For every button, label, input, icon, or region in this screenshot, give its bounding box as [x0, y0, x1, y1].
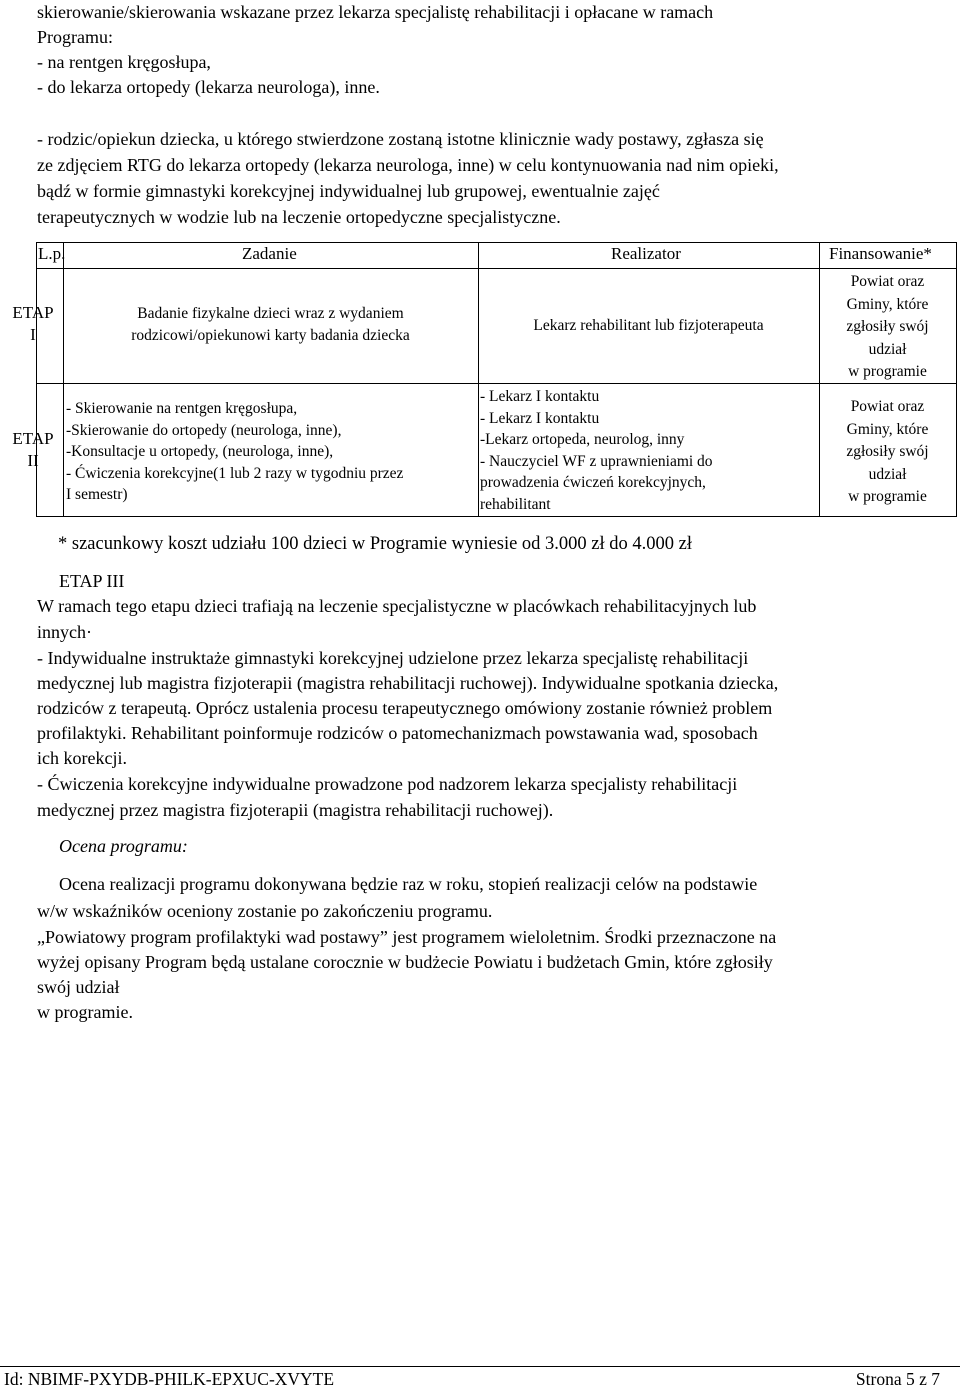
evaluation-line: Ocena realizacji programu dokonywana będzie raz w roku, stopień realizacji celów na podstawie: [59, 874, 758, 894]
realizer-cell: Lekarz rehabilitant lub fizjoterapeuta: [533, 317, 764, 334]
intro-line: skierowanie/skierowania wskazane przez lekarza specjalistę rehabilitacji i opłacane w ramach: [37, 2, 714, 22]
etap3-line: - Indywidualne instruktaże gimnastyki korekcyjnej udzielone przez lekarza specjalistę rehabilitacji: [37, 648, 749, 668]
evaluation-line: wyżej opisany Program będą ustalane corocznie w budżecie Powiatu i budżetach Gmin, które zgłosiły: [37, 952, 773, 972]
program-table: [12, 242, 957, 517]
etap3-line: - Ćwiczenia korekcyjne indywidualne prowadzone pod nadzorem lekarza specjalisty rehabilitacji: [37, 774, 738, 794]
task-cell: Badanie fizykalne dzieci wraz z wydaniem rodzicowi/opiekunowi karty badania dziecka: [131, 305, 410, 344]
evaluation-line: „Powiatowy program profilaktyki wad postawy” jest programem wieloletnim. Środki przeznaczone na: [37, 927, 777, 947]
etap-cell: ETAP II: [12, 429, 54, 470]
paragraph-line: bądź w formie gimnastyki korekcyjnej indywidualnej lub grupowej, ewentualnie zajęć: [37, 181, 660, 201]
etap3-line: rodziców z terapeutą. Oprócz ustalenia procesu terapeutycznego omówiony zostanie również problem: [37, 698, 773, 718]
evaluation-line: w/w wskaźników oceniony zostanie po zakończeniu programu.: [37, 901, 493, 921]
etap3-line: innych·: [37, 622, 92, 642]
footer-doc-id: Id: NBIMF-PXYDB-PHILK-EPXUC-XVYTE: [4, 1369, 335, 1389]
intro-line: Programu:: [37, 27, 113, 47]
footer-page-number: Strona 5 z 7: [855, 1369, 940, 1389]
etap3-line: profilaktyki. Rehabilitant poinformuje rodziców o patomechanizmach powstawania wad, sposobach: [37, 723, 758, 743]
funding-cell: Powiat oraz Gminy, które zgłosiły swój udział w programie: [846, 273, 929, 380]
evaluation-line: w programie.: [37, 1002, 133, 1022]
etap3-line: W ramach tego etapu dzieci trafiają na leczenie specjalistyczne w placówkach rehabilitacyjnych lub: [37, 596, 757, 616]
etap3-line: medycznej przez magistra fizjoterapii (magistra rehabilitacji ruchowej).: [37, 800, 554, 820]
evaluation-line: swój udział: [37, 977, 120, 997]
header-task: Zadanie: [242, 244, 297, 263]
etap3-line: ich korekcji.: [37, 748, 127, 768]
task-cell: - Skierowanie na rentgen kręgosłupa, -Skierowanie do ortopedy (neurologa, inne), -Konsultacje u ortopedy, (neurologa, inne), - Ćwiczenia korekcyjne(1 lub 2 razy w tygodniu przez I semestr): [66, 400, 404, 503]
intro-line: - do lekarza ortopedy (lekarza neurologa), inne.: [37, 77, 380, 97]
etap-cell: ETAP I: [12, 303, 54, 344]
paragraph-line: ze zdjęciem RTG do lekarza ortopedy (lekarza neurologa, inne) w celu kontynuowania nad nim opieki,: [37, 155, 779, 175]
header-lp: L.p.: [38, 244, 66, 263]
funding-cell: Powiat oraz Gminy, które zgłosiły swój udział w programie: [846, 398, 929, 505]
section-heading: Ocena programu:: [59, 836, 188, 856]
cost-note: * szacunkowy koszt udziału 100 dzieci w Programie wyniesie od 3.000 zł do 4.000 zł: [58, 534, 692, 554]
paragraph-line: - rodzic/opiekun dziecka, u którego stwierdzone zostaną istotne klinicznie wady postawy, zgłasza się: [37, 129, 764, 149]
realizer-cell: - Lekarz I kontaktu - Lekarz I kontaktu -Lekarz ortopeda, neurolog, inny - Nauczyciel WF z uprawnieniami do prowadzenia ćwiczeń korekcyjnych, rehabilitant: [480, 388, 713, 513]
header-funding: Finansowanie*: [829, 244, 932, 263]
header-realizer: Realizator: [611, 244, 681, 263]
intro-line: - na rentgen kręgosłupa,: [37, 52, 211, 72]
etap3-line: medycznej lub magistra fizjoterapii (magistra rehabilitacji ruchowej). Indywidualne spotkania dziecka,: [37, 673, 779, 693]
section-heading: ETAP III: [59, 571, 125, 591]
paragraph-line: terapeutycznych w wodzie lub na leczenie ortopedyczne specjalistyczne.: [37, 207, 561, 227]
footer-divider: [0, 1366, 960, 1367]
